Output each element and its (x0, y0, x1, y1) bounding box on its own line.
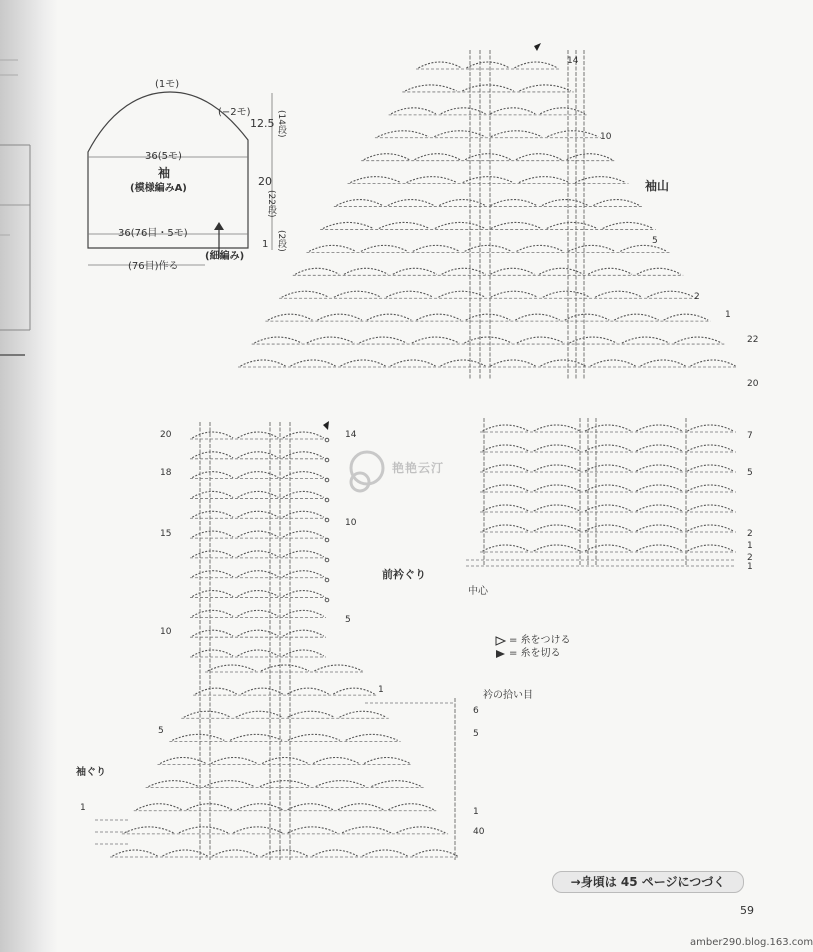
sleeve-row-label: 20 (747, 379, 759, 389)
source-url: amber290.blog.163.com (690, 937, 813, 948)
sleeve-decrease-label: (−2モ) (218, 107, 251, 118)
armhole-label: 袖ぐり (76, 767, 106, 778)
sleeve-row-label: 14 (567, 56, 579, 66)
continue-note: →身頃は 45 ページにつづく (552, 871, 744, 893)
watermark-text: 艳艳云汀 (392, 461, 445, 475)
sleeve-row-label: 1 (747, 562, 753, 572)
front-right-row-label: 1 (378, 685, 384, 695)
sleeve-row-label: 2 (747, 553, 753, 563)
sleeve-row-label: 2 (694, 292, 700, 302)
front-left-row-label: 1 (80, 803, 86, 813)
start-label: (76目)作る (128, 261, 179, 272)
front-left-row-label: 18 (160, 468, 172, 478)
front-left-row-label: 20 (160, 430, 172, 440)
front-right-row-label: 40 (473, 827, 485, 837)
hem-name-label: (細編み) (205, 251, 245, 262)
body-depth-label: 20 (258, 175, 272, 188)
sleeve-row-label: 22 (747, 335, 759, 345)
front-left-row-label: 15 (160, 529, 172, 539)
pickup-label: 衿の拾い目 (483, 690, 533, 701)
sleeve-pattern-name: (模様編みA) (130, 183, 187, 194)
sleeve-row-label: 5 (747, 468, 753, 478)
front-right-row-label: 5 (345, 615, 351, 625)
front-right-row-label: 1 (473, 807, 479, 817)
cap-depth-label: 12.5 (250, 117, 275, 130)
page-number: 59 (740, 904, 754, 917)
sleeve-row-label: 1 (747, 541, 753, 551)
front-right-row-label: 10 (345, 518, 357, 528)
sleeve-row-label: 7 (747, 431, 753, 441)
sleeve-row-label: 1 (725, 310, 731, 320)
hem-depth-label: 1 (262, 239, 269, 250)
sleeve-top-label: (1モ) (155, 79, 180, 90)
cap-rows-label: (14段) (276, 110, 286, 138)
front-right-row-label: 6 (473, 706, 479, 716)
body-rows-label: (22段) (266, 190, 276, 218)
sleeve-row-label: 10 (600, 132, 612, 142)
sleeve-width-label: 36(5モ) (145, 151, 182, 162)
center-label: 中心 (468, 586, 488, 597)
front-right-row-label: 5 (473, 729, 479, 739)
front-left-row-label: 10 (160, 627, 172, 637)
front-right-row-label: 14 (345, 430, 357, 440)
sleeve-row-label: 5 (652, 236, 658, 246)
sleeve-row-label: 2 (747, 529, 753, 539)
legend-cut: = 糸を切る (509, 648, 561, 659)
hem-rows-label: (2段) (276, 230, 286, 252)
sleeve-cap-title: 袖山 (645, 179, 670, 193)
front-neck-label: 前衿ぐり (382, 568, 426, 581)
front-left-row-label: 5 (158, 726, 164, 736)
legend-attach: = 糸をつける (509, 635, 571, 646)
hem-width-label: 36(76目・5モ) (118, 228, 188, 239)
sleeve-part-name: 袖 (158, 166, 171, 180)
